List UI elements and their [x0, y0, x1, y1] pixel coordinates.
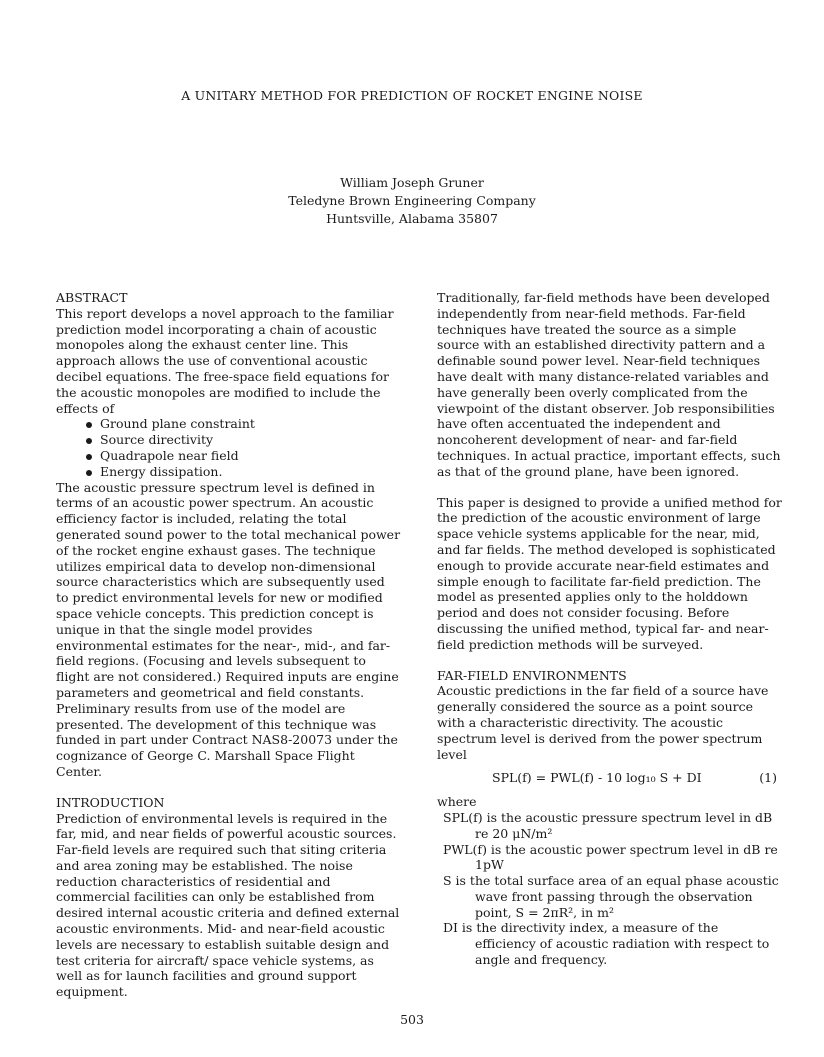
definition-s: S is the total surface area of an equal phase acoustic wave front passing through the observation point, S = 2πR², in m²	[443, 873, 779, 920]
list-item: Source directivity	[86, 432, 401, 448]
left-column	[56, 290, 401, 1000]
paper-purpose-paragraph: This paper is designed to provide a unified method for the prediction of the acoustic environment of large space vehicle systems applicable for the near, mid, and far fields. The method developed is sophisticated enough to provide accurate near-field estimates and simple enough to facilitate far-field prediction. The model as presented applies only to the holddown period and does not consider focusing. Before discussing the unified method, typical far- and near-field prediction methods will be surveyed.	[437, 494, 782, 652]
where-label: where	[437, 794, 477, 810]
bullet-icon	[86, 438, 92, 444]
list-item: Ground plane constraint	[86, 416, 401, 432]
abstract-body: The acoustic pressure spectrum level is defined in terms of an acoustic power spectrum. An acoustic efficiency factor is included, relating the total generated sound power to the total mechanical power of the rocket engine exhaust gases. The technique utilizes empirical data to develop non-dimensional source characteristics which are subsequently used to predict environmental levels for new or modified space vehicle concepts. This prediction concept is unique in that the single model provides environmental estimates for the near-, mid-, and far-field regions. (Focusing and levels subsequent to flight are not considered.) Required inputs are engine parameters and geometrical and field constants. Preliminary results from use of the model are presented. The development of this technique was funded in part under Contract NAS8-20073 under the cognizance of George C. Marshall Space Flight Center.	[56, 479, 401, 779]
abstract-bullet-list	[56, 416, 401, 479]
author-block	[0, 174, 824, 228]
traditional-methods-paragraph: Traditionally, far-field methods have been developed independently from near-field methods. Far-field techniques have treated the source as a simple source with an established directivity pattern and a definable sound power level. Near-field techniques have dealt with many distance-related variables and have generally been overly complicated from the viewpoint of the distant observer. Job responsibilities have often accentuated the independent and noncoherent development of near- and far-field techniques. In actual practice, important effects, such as that of the ground plane, have been ignored.	[437, 290, 781, 479]
introduction-heading: INTRODUCTION	[56, 794, 165, 810]
equation-1	[492, 770, 777, 786]
right-column	[437, 290, 782, 968]
author-affiliation: Teledyne Brown Engineering Company	[288, 193, 536, 208]
author-location: Huntsville, Alabama 35807	[326, 211, 498, 226]
introduction-body: Prediction of environmental levels is required in the far, mid, and near fields of powerful acoustic sources. Far-field levels are required such that siting criteria and area zoning may be established. The noise reduction characteristics of residential and commercial facilities can only be established from desired internal acoustic criteria and defined external acoustic environments. Mid- and near-field acoustic levels are necessary to establish suitable design and test criteria for aircraft/ space vehicle systems, as well as for launch facilities and ground support equipment.	[56, 810, 400, 1000]
page-number: 503	[400, 1012, 424, 1027]
abstract-intro: This report develops a novel approach to the familiar prediction model incorporating a chain of acoustic monopoles along the exhaust center line. This approach allows the use of conventional acoustic decibel equations. The free-space field equations for the acoustic monopoles are modified to include the effects of	[56, 305, 394, 416]
definition-list	[437, 810, 782, 968]
farfield-body: Acoustic predictions in the far field of a source have generally considered the source as a point source with a characteristic directivity. The acoustic spectrum level is derived from the power spectrum level	[437, 683, 769, 762]
list-item: Quadrapole near field	[86, 448, 401, 464]
bullet-icon	[86, 454, 92, 460]
abstract-heading: ABSTRACT	[56, 290, 128, 305]
list-item: Energy dissipation.	[86, 464, 401, 480]
bullet-icon	[86, 422, 92, 428]
paper-title: A UNITARY METHOD FOR PREDICTION OF ROCKET ENGINE NOISE	[181, 88, 643, 103]
definition-spl: SPL(f) is the acoustic pressure spectrum level in dB re 20 μN/m²	[443, 809, 773, 841]
equation-text: SPL(f) = PWL(f) - 10 log₁₀ S + DI	[492, 770, 702, 786]
equation-number: (1)	[759, 770, 777, 786]
bullet-icon	[86, 470, 92, 476]
farfield-heading: FAR-FIELD ENVIRONMENTS	[437, 667, 627, 683]
definition-pwl: PWL(f) is the acoustic power spectrum level in dB re 1pW	[443, 841, 778, 873]
author-name: William Joseph Gruner	[340, 175, 484, 190]
definition-di: DI is the directivity index, a measure of the efficiency of acoustic radiation with respect to angle and frequency.	[443, 920, 770, 968]
